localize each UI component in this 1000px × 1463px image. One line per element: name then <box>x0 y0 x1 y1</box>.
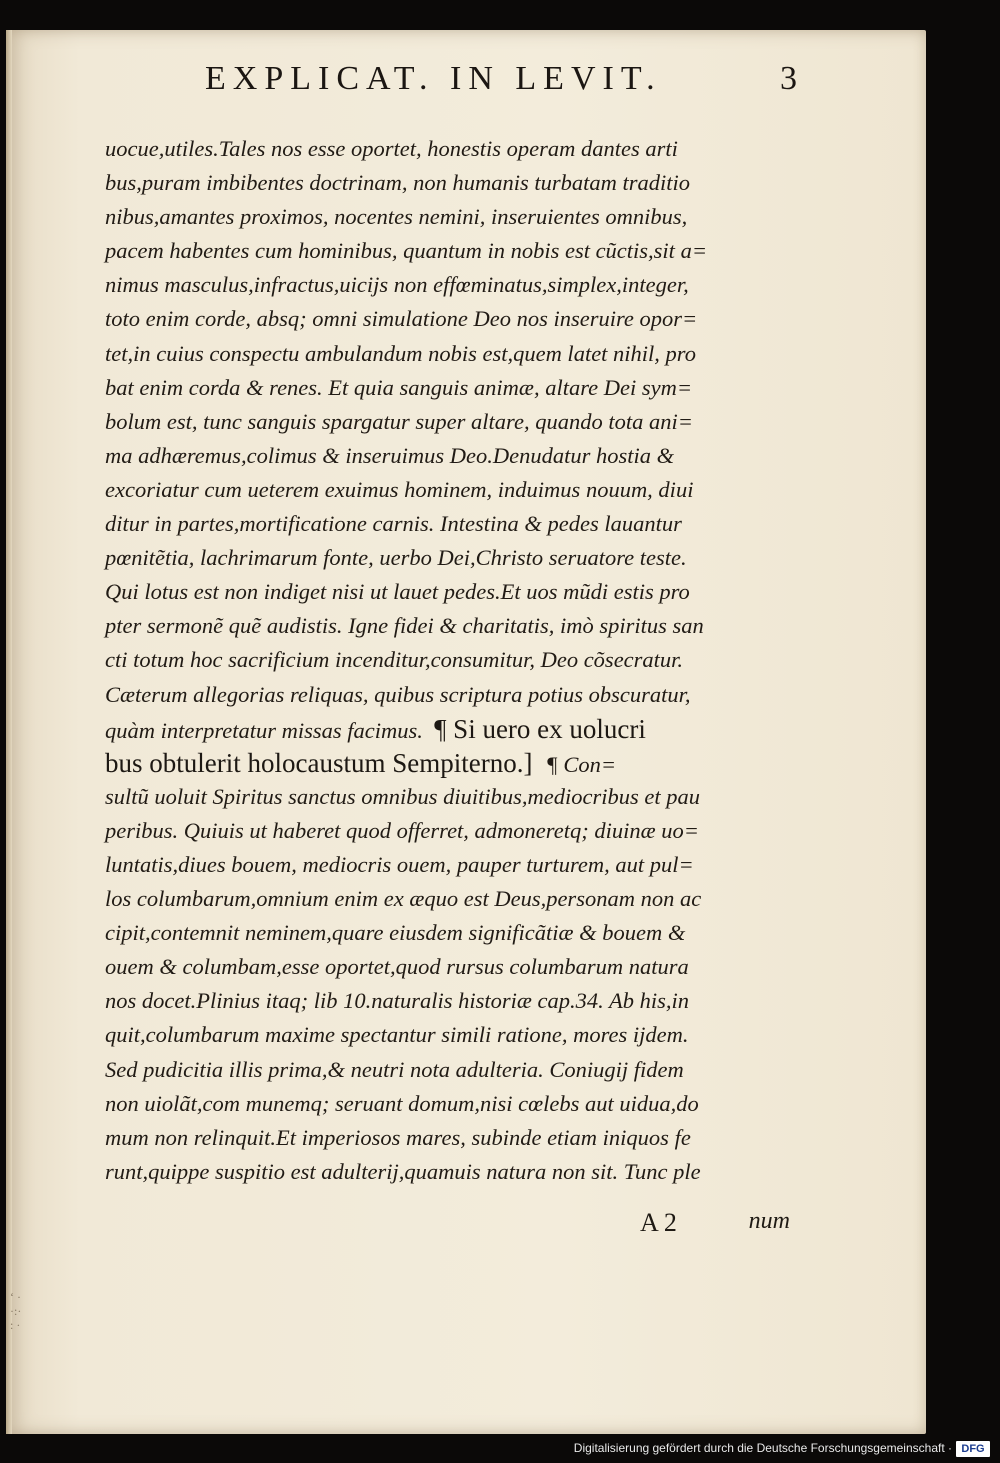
text-line <box>105 337 795 371</box>
page-gutter-edge <box>6 30 12 1434</box>
text-segment: los columbarum,omnium enim ex æquo est Deus,personam non ac <box>105 886 702 912</box>
text-segment: nibus,amantes proximos, nocentes nemini, inseruientes omnibus, <box>105 204 688 230</box>
text-segment: nos docet.Plinius itaq; lib 10.naturalis historiæ cap.34. Ab his,in <box>105 988 689 1014</box>
text-segment: ¶ Si uero ex uolucri <box>434 713 646 744</box>
text-line <box>105 575 795 609</box>
text-segment: sultũ uoluit Spiritus sanctus omnibus diuitibus,mediocribus et pau <box>105 783 701 809</box>
text-segment: tet,in cuius conspectu ambulandum nobis est,quem latet nihil, pro <box>105 340 696 366</box>
catchword-line <box>640 1208 790 1238</box>
text-line <box>105 473 795 507</box>
text-line <box>105 507 795 541</box>
text-line <box>105 746 795 780</box>
text-line <box>105 302 795 336</box>
text-line <box>105 814 795 848</box>
text-segment: toto enim corde, absq; omni simulatione Deo nos inseruire opor= <box>105 306 698 332</box>
dfg-logo: DFG <box>956 1441 990 1457</box>
text-segment: cti totum hoc sacrificium incenditur,consumitur, Deo cõsecratur. <box>105 647 684 673</box>
text-segment: luntatis,diues bouem, mediocris ouem, pauper turturem, aut pul= <box>105 851 694 877</box>
text-line <box>105 541 795 575</box>
text-segment: bus obtulerit holocaustum Sempiterno.] <box>105 747 546 778</box>
text-segment: ditur in partes,mortificatione carnis. Intestina & pedes lauantur <box>105 511 682 537</box>
text-segment: ma adhæremus,colimus & inseruimus Deo.Denudatur hostia & <box>105 442 675 468</box>
text-segment: cipit,contemnit neminem,quare eiusdem significãtiæ & bouem & <box>105 920 686 946</box>
text-segment: quit,columbarum maxime spectantur simili ratione, mores ijdem. <box>105 1022 689 1048</box>
text-segment: uocue,utiles.Tales nos esse oportet, honestis operam dantes arti <box>105 136 678 161</box>
text-segment: excoriatur cum ueterem exuimus hominem, induimus nouum, diui <box>105 476 694 502</box>
text-line <box>105 916 795 950</box>
text-line <box>105 439 795 473</box>
text-segment: non uiolãt,com munemq; seruant domum,nisi cœlebs aut uidua,do <box>105 1090 699 1116</box>
text-line <box>105 678 795 712</box>
text-segment: Sed pudicitia illis prima,& neutri nota adulteria. Coniugij fidem <box>105 1056 684 1082</box>
text-line <box>105 166 795 200</box>
text-line <box>105 1053 795 1087</box>
text-line <box>105 1087 795 1121</box>
text-segment: mum non relinquit.Et imperiosos mares, subinde etiam iniquos fe <box>105 1124 691 1150</box>
text-segment: peribus. Quiuis ut haberet quod offerret, admoneretq; diuinæ uo= <box>105 817 699 843</box>
text-line <box>105 780 795 814</box>
text-segment: Qui lotus est non indiget nisi ut lauet pedes.Et uos mũdi estis pro <box>105 579 690 605</box>
catchword: num <box>748 1208 790 1234</box>
text-block <box>105 132 795 1189</box>
text-segment: ouem & columbam,esse oportet,quod rursus columbarum natura <box>105 954 689 980</box>
text-segment: bus,puram imbibentes doctrinam, non humanis turbatam traditio <box>105 170 691 196</box>
stray-marks-text: ʻ · ·:· : · <box>10 1290 22 1332</box>
text-line <box>105 1018 795 1052</box>
text-segment: runt,quippe suspitio est adulterij,quamuis natura non sit. Tunc ple <box>105 1158 701 1184</box>
running-head: EXPLICAT. IN LEVIT. <box>205 60 662 97</box>
signature-mark: A 2 <box>640 1208 677 1237</box>
text-line <box>105 1121 795 1155</box>
text-line <box>105 950 795 984</box>
text-line <box>105 984 795 1018</box>
text-line <box>105 405 795 439</box>
text-segment: ¶ Con= <box>545 751 617 777</box>
text-line <box>105 712 795 746</box>
text-line <box>105 848 795 882</box>
text-line <box>105 371 795 405</box>
text-line <box>105 132 795 166</box>
text-segment: bolum est, tunc sanguis spargatur super altare, quando tota ani= <box>105 408 693 434</box>
footer-credit: Digitalisierung gefördert durch die Deutsche Forschungsgemeinschaft · <box>573 1441 952 1455</box>
footer-bar <box>0 1438 1000 1463</box>
text-segment: pter sermonẽ quẽ audistis. Igne fidei & charitatis, imò spiritus san <box>105 613 704 639</box>
text-segment: pœnitẽtia, lachrimarum fonte, uerbo Dei,Christo seruatore teste. <box>105 545 687 571</box>
text-line <box>105 609 795 643</box>
text-segment: nimus masculus,infractus,uicijs non effœminatus,simplex,integer, <box>105 272 689 298</box>
text-line <box>105 882 795 916</box>
text-line <box>105 200 795 234</box>
stray-marks <box>10 1290 30 1350</box>
folio-number: 3 <box>780 60 797 97</box>
text-line <box>105 268 795 302</box>
text-segment: bat enim corda & renes. Et quia sanguis animæ, altare Dei sym= <box>105 374 693 400</box>
text-line <box>105 1155 795 1189</box>
text-segment: pacem habentes cum hominibus, quantum in nobis est cũctis,sit a= <box>105 238 707 264</box>
text-segment: quàm interpretatur missas facimus. <box>105 717 435 743</box>
text-line <box>105 234 795 268</box>
text-segment: Cæterum allegorias reliquas, quibus scriptura potius obscuratur, <box>105 681 691 707</box>
text-line <box>105 643 795 677</box>
